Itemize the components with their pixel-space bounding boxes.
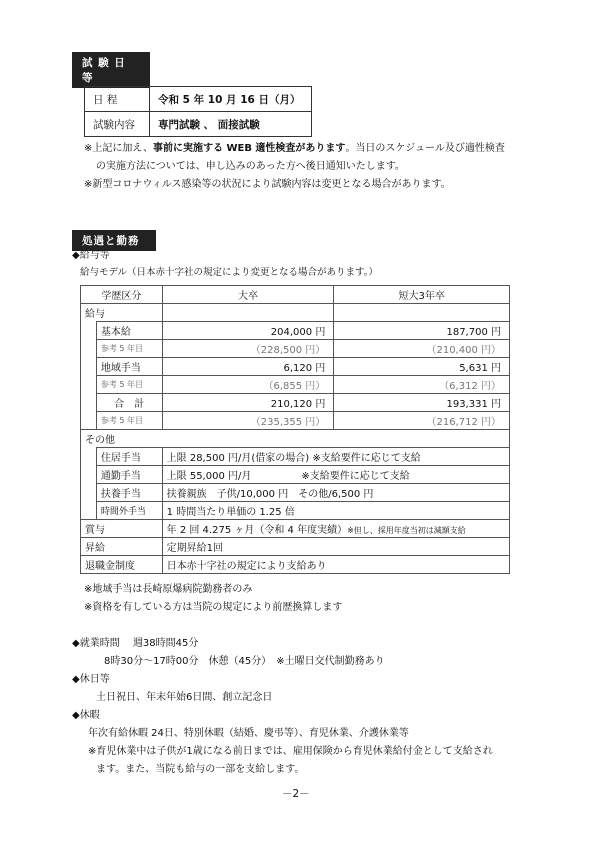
exam-row-content bbox=[85, 112, 312, 137]
col-header-education: 学歴区分 bbox=[81, 286, 163, 304]
exam-note-1-bold: 事前に実施する WEB 適性検査があります bbox=[152, 143, 346, 154]
exam-content-value: 専門試験 、 面接試験 bbox=[150, 112, 312, 137]
salary-total-label: 合 計 bbox=[96, 394, 162, 412]
salary-row-basic-ref bbox=[81, 340, 510, 358]
salary-row-total-ref bbox=[81, 412, 510, 430]
other-overtime-value: 1 時間当たり単価の 1.25 倍 bbox=[162, 502, 509, 520]
bonus-value: 年 2 回 4.275 ヶ月（令和 4 年度実績） bbox=[166, 525, 348, 536]
promotion-row bbox=[81, 538, 510, 556]
other-row-dependent bbox=[81, 484, 510, 502]
salary-total-ref-univ: （235,355 円） bbox=[162, 412, 334, 430]
bonus-row bbox=[81, 520, 510, 538]
exam-content-label: 試験内容 bbox=[85, 112, 150, 137]
page-number: －2－ bbox=[282, 788, 310, 800]
other-group-row bbox=[81, 430, 510, 448]
salary-table bbox=[80, 285, 510, 574]
promotion-value: 定期昇給1回 bbox=[162, 538, 509, 556]
exam-note-1 bbox=[84, 141, 564, 157]
salary-total-univ: 210,120 円 bbox=[162, 394, 334, 412]
other-row-housing bbox=[81, 448, 510, 466]
exam-row-date bbox=[85, 87, 312, 112]
salary-group-label: 給与 bbox=[81, 304, 163, 322]
leave-heading: ◆休暇 bbox=[72, 710, 100, 721]
table-note-1: ※地域手当は長崎原爆病院勤務者のみ bbox=[84, 584, 253, 595]
bonus-value-cell bbox=[162, 520, 509, 538]
salary-total-ref-label: 参考 5 年目 bbox=[96, 412, 162, 430]
other-group-label: その他 bbox=[81, 430, 510, 448]
salary-total-ref-jc: （216,712 円） bbox=[334, 412, 510, 430]
salary-group-blank-1 bbox=[162, 304, 334, 322]
holiday-heading: ◆休日等 bbox=[72, 674, 110, 685]
salary-regional-ref-label: 参考 5 年目 bbox=[96, 376, 162, 394]
promotion-label: 昇給 bbox=[81, 538, 163, 556]
table-note-2: ※資格を有している方は当院の規定により前歴換算します bbox=[84, 602, 343, 613]
salary-table-header-row bbox=[81, 286, 510, 304]
salary-model-caption: 給与モデル（日本赤十字社の規定により変更となる場合があります。） bbox=[80, 267, 379, 278]
salary-regional-label: 地域手当 bbox=[96, 358, 162, 376]
other-indent bbox=[81, 448, 97, 520]
salary-row-total bbox=[81, 394, 510, 412]
exam-section-header: 試 験 日 等 bbox=[72, 52, 150, 88]
leave-note-line1: ※育児休業中は子供が1歳になる前日までは、雇用保険から育児休業給付金として支給され bbox=[88, 746, 493, 757]
other-commute-value: 上限 55,000 円/月 ※支給要件に応じて支給 bbox=[162, 466, 509, 484]
other-row-commute bbox=[81, 466, 510, 484]
other-dependent-label: 扶養手当 bbox=[96, 484, 162, 502]
bonus-label: 賞与 bbox=[81, 520, 163, 538]
col-header-university: 大卒 bbox=[162, 286, 334, 304]
salary-regional-ref-jc: （6,312 円） bbox=[334, 376, 510, 394]
leave-note-line2: ます。また、当院も給与の一部を支給します。 bbox=[96, 764, 305, 775]
salary-row-regional bbox=[81, 358, 510, 376]
other-row-overtime bbox=[81, 502, 510, 520]
work-hours-detail: 8時30分～17時00分 休憩（45分） ※土曜日交代制勤務あり bbox=[104, 656, 385, 667]
salary-basic-univ: 204,000 円 bbox=[162, 322, 334, 340]
exam-table bbox=[84, 86, 312, 137]
exam-note-1-line2: の実施方法については、申し込みのあった方へ後日通知いたします。 bbox=[96, 161, 405, 172]
other-commute-label: 通勤手当 bbox=[96, 466, 162, 484]
other-dependent-value: 扶養親族 子供/10,000 円 その他/6,500 円 bbox=[162, 484, 509, 502]
salary-basic-ref-jc: （210,400 円） bbox=[334, 340, 510, 358]
salary-regional-ref-univ: （6,855 円） bbox=[162, 376, 334, 394]
exam-date-label: 日 程 bbox=[85, 87, 150, 112]
salary-row-basic bbox=[81, 322, 510, 340]
other-overtime-label: 時間外手当 bbox=[96, 502, 162, 520]
col-header-junior-college: 短大3年卒 bbox=[334, 286, 510, 304]
treatment-section-header: 処遇と勤務 bbox=[72, 230, 156, 251]
salary-basic-jc: 187,700 円 bbox=[334, 322, 510, 340]
salary-total-jc: 193,331 円 bbox=[334, 394, 510, 412]
exam-note-2: ※新型コロナウィルス感染等の状況により試験内容は変更となる場合があります。 bbox=[84, 179, 451, 190]
other-housing-label: 住居手当 bbox=[96, 448, 162, 466]
exam-date-value: 令和 5 年 10 月 16 日（月） bbox=[150, 87, 312, 112]
exam-note-1-prefix: ※上記に加え、 bbox=[84, 143, 153, 154]
retirement-label: 退職金制度 bbox=[81, 556, 163, 574]
salary-group-blank-2 bbox=[334, 304, 510, 322]
bonus-note: ※但し、採用年度当初は減額支給 bbox=[347, 526, 466, 535]
leave-detail: 年次有給休暇 24日、特別休暇（結婚、慶弔等）、育児休業、介護休業等 bbox=[88, 728, 409, 739]
salary-regional-jc: 5,631 円 bbox=[334, 358, 510, 376]
salary-regional-univ: 6,120 円 bbox=[162, 358, 334, 376]
salary-indent bbox=[81, 322, 97, 430]
salary-group-row bbox=[81, 304, 510, 322]
exam-note-1-rest: 。当日のスケジュール及び適性検査 bbox=[345, 143, 505, 154]
other-housing-value: 上限 28,500 円/月(借家の場合) ※支給要件に応じて支給 bbox=[162, 448, 509, 466]
salary-row-regional-ref bbox=[81, 376, 510, 394]
holiday-detail: 土日祝日、年末年始6日間、創立記念日 bbox=[96, 692, 273, 703]
salary-basic-ref-univ: （228,500 円） bbox=[162, 340, 334, 358]
retirement-row bbox=[81, 556, 510, 574]
salary-basic-ref-label: 参考 5 年目 bbox=[96, 340, 162, 358]
salary-basic-label: 基本給 bbox=[96, 322, 162, 340]
salary-heading: ◆給与等 bbox=[72, 250, 110, 261]
retirement-value: 日本赤十字社の規定により支給あり bbox=[162, 556, 509, 574]
work-hours-heading: ◆就業時間 週38時間45分 bbox=[72, 638, 199, 649]
